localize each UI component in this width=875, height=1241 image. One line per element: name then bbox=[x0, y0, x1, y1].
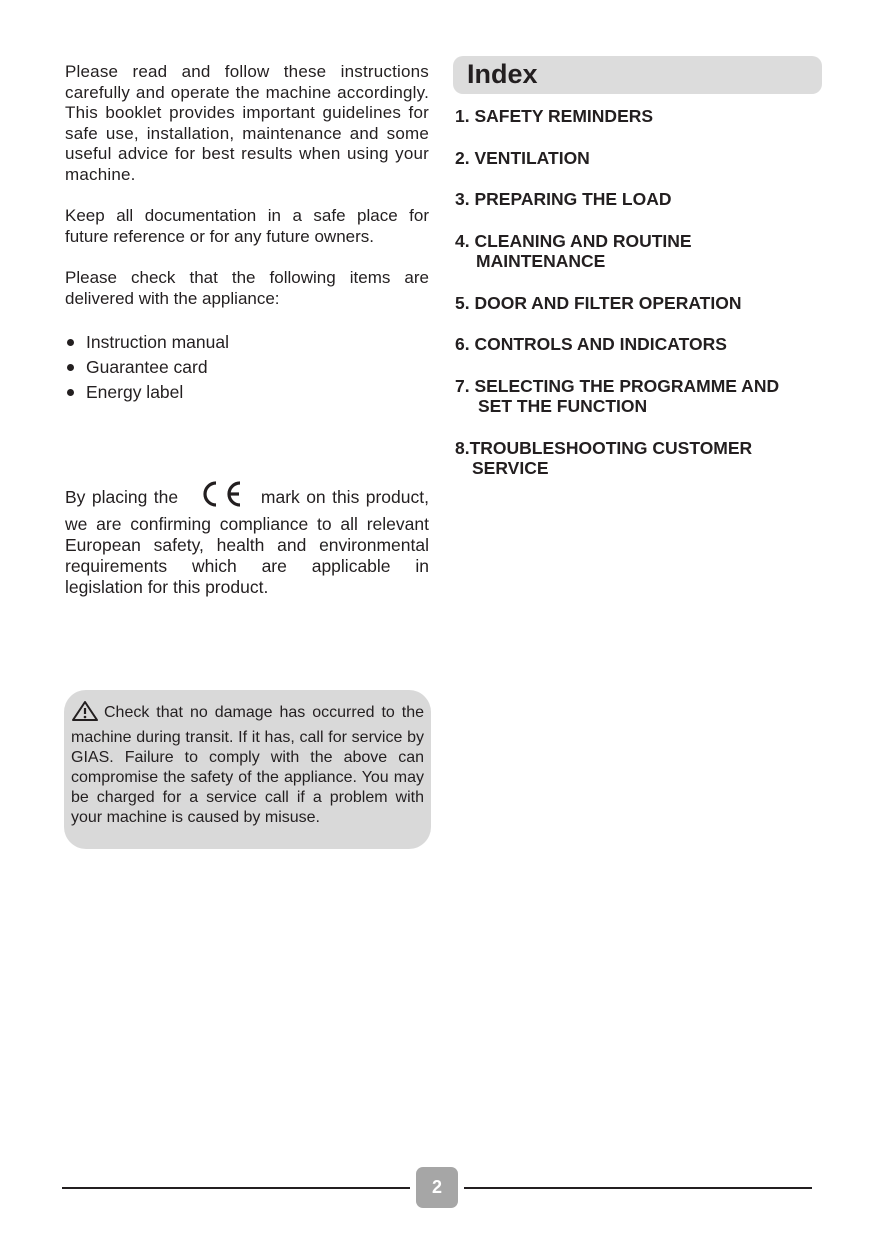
footer-rule-left bbox=[62, 1187, 410, 1189]
footer-rule-right bbox=[464, 1187, 812, 1189]
list-item: Energy label bbox=[65, 380, 429, 405]
index-entry-4[interactable]: 4. CLEANING AND ROUTINE MAINTENANCE bbox=[455, 230, 692, 271]
index-entry-3[interactable]: 3. PREPARING THE LOAD bbox=[455, 189, 672, 209]
index-entry-6[interactable]: 6. CONTROLS AND INDICATORS bbox=[455, 334, 727, 354]
ce-mark-icon bbox=[196, 479, 244, 514]
list-item: Instruction manual bbox=[65, 330, 429, 355]
transit-warning-box bbox=[64, 690, 431, 849]
intro-column bbox=[65, 62, 429, 405]
index-entry-1[interactable]: 1. SAFETY REMINDERS bbox=[455, 106, 654, 126]
page-number: 2 bbox=[416, 1167, 458, 1208]
index-list bbox=[455, 106, 835, 500]
warning-triangle-icon bbox=[71, 700, 99, 728]
intro-paragraph-3: Please check that the following items are delivered with the appliance: bbox=[65, 267, 429, 308]
bullet-icon bbox=[67, 389, 74, 396]
ce-text-before: By placing the bbox=[65, 487, 179, 507]
index-entry-7[interactable]: 7. SELECTING THE PROGRAMME AND SET THE FUNCTION bbox=[455, 375, 780, 416]
list-item: Guarantee card bbox=[65, 355, 429, 380]
delivered-items-list bbox=[65, 330, 429, 405]
index-entry-2[interactable]: 2. VENTILATION bbox=[455, 147, 590, 168]
intro-paragraph-2: Keep all documentation in a safe place for future reference or for any future owners. bbox=[65, 206, 429, 246]
index-heading: Index bbox=[453, 56, 822, 94]
index-entry-5[interactable]: 5. DOOR AND FILTER OPERATION bbox=[455, 292, 742, 313]
intro-paragraph-1: Please read and follow these instructions carefully and operate the machine accordingly. This booklet provides important guidelines for safe use, installation, maintenance and some useful advice for best results when using your machine. bbox=[65, 62, 429, 184]
ce-text-after: mark on this product, we are confirming compliance to all relevant European safety, health and environmental requirements which are applicable in legislation for this product. bbox=[65, 487, 429, 597]
bullet-icon bbox=[67, 364, 74, 371]
bullet-icon bbox=[67, 339, 74, 346]
ce-compliance-paragraph bbox=[65, 479, 429, 598]
warning-text: Check that no damage has occurred to the machine during transit. If it has, call for service by GIAS. Failure to comply with the above can compromise the safety of the appliance. You may be charged for a service call if a problem with your machine is caused by misuse. bbox=[71, 704, 424, 826]
index-entry-8[interactable]: 8.TROUBLESHOOTING CUSTOMER SERVICE bbox=[455, 437, 753, 478]
